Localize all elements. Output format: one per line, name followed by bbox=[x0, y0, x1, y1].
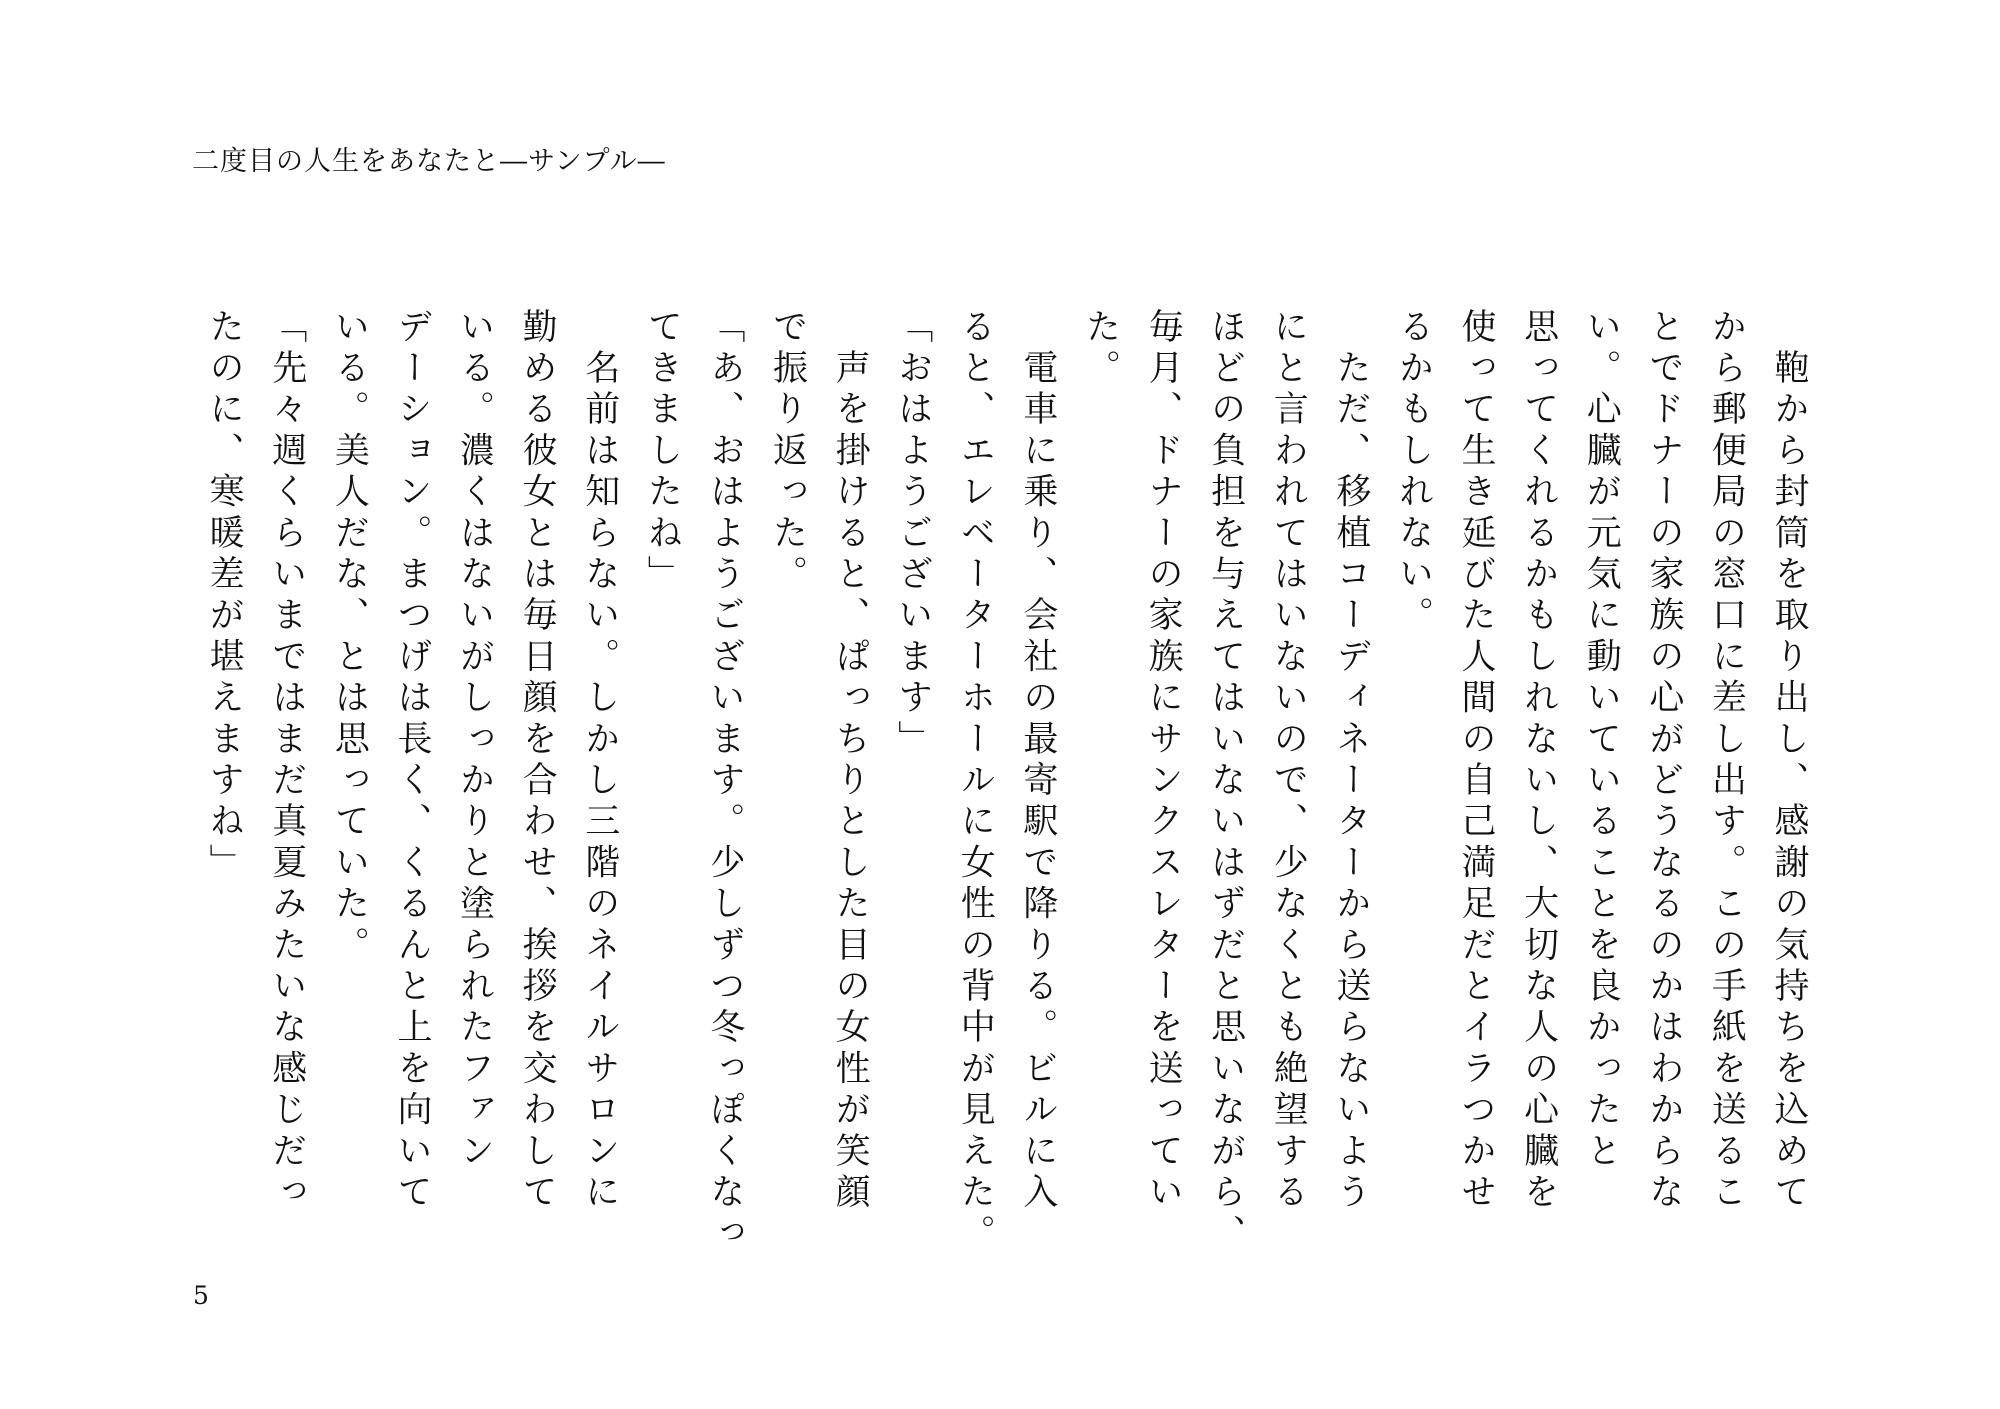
text-line: てきましたね」 bbox=[642, 308, 683, 597]
text-line: ると、エレベーターホールに女性の背中が見えた。 bbox=[955, 308, 996, 1256]
text-line: 鞄から封筒を取り出し、感謝の気持ちを込めて bbox=[1769, 308, 1809, 1215]
text-line: 声を掛けると、ぱっちりとした目の女性が笑顔 bbox=[830, 308, 871, 1215]
text-line: いる。濃くはないがしっかりと塗られたファン bbox=[454, 308, 495, 1174]
text-line: 「おはようございます」 bbox=[892, 308, 933, 762]
text-line: 毎月、ドナーの家族にサンクスレターを送ってい bbox=[1143, 308, 1184, 1215]
text-line: い。心臓が元気に動いていることを良かったと bbox=[1581, 308, 1622, 1174]
text-line: で振り返った。 bbox=[767, 308, 808, 597]
text-line: 電車に乗り、会社の最寄駅で降りる。ビルに入 bbox=[1017, 308, 1058, 1215]
page-title: 二度目の人生をあなたと―サンプル― bbox=[192, 146, 666, 177]
text-line: とでドナーの家族の心がどうなるのかはわからな bbox=[1643, 308, 1684, 1215]
text-line: にと言われてはいないので、少なくとも絶望する bbox=[1268, 308, 1309, 1215]
text-line: ほどの負担を与えてはいないはずだと思いながら、 bbox=[1205, 308, 1246, 1256]
text-line: 勤める彼女とは毎日顔を合わせ、挨拶を交わして bbox=[517, 308, 558, 1215]
vertical-body-text bbox=[180, 308, 1820, 1256]
text-line: いる。美人だな、とは思っていた。 bbox=[329, 308, 370, 968]
text-line: デーション。まつげは長く、くるんと上を向いて bbox=[391, 308, 432, 1215]
text-line: たのに、寒暖差が堪えますね」 bbox=[204, 308, 245, 885]
text-line: ただ、移植コーディネーターから送らないよう bbox=[1330, 308, 1371, 1215]
text-line: るかもしれない。 bbox=[1393, 308, 1434, 638]
text-line: 使って生き延びた人間の自己満足だとイラつかせ bbox=[1456, 308, 1497, 1215]
text-line: 名前は知らない。しかし三階のネイルサロンに bbox=[579, 308, 620, 1215]
text-line: 「あ、おはようございます。少しずつ冬っぽくなっ bbox=[704, 308, 745, 1256]
text-line: 思ってくれるかもしれないし、大切な人の心臓を bbox=[1518, 308, 1559, 1215]
text-line: 「先々週くらいまではまだ真夏みたいな感じだっ bbox=[266, 308, 307, 1215]
page-number: 5 bbox=[193, 1281, 209, 1310]
text-line: た。 bbox=[1080, 308, 1121, 391]
text-line: から郵便局の窓口に差し出す。この手紙を送るこ bbox=[1706, 308, 1747, 1215]
